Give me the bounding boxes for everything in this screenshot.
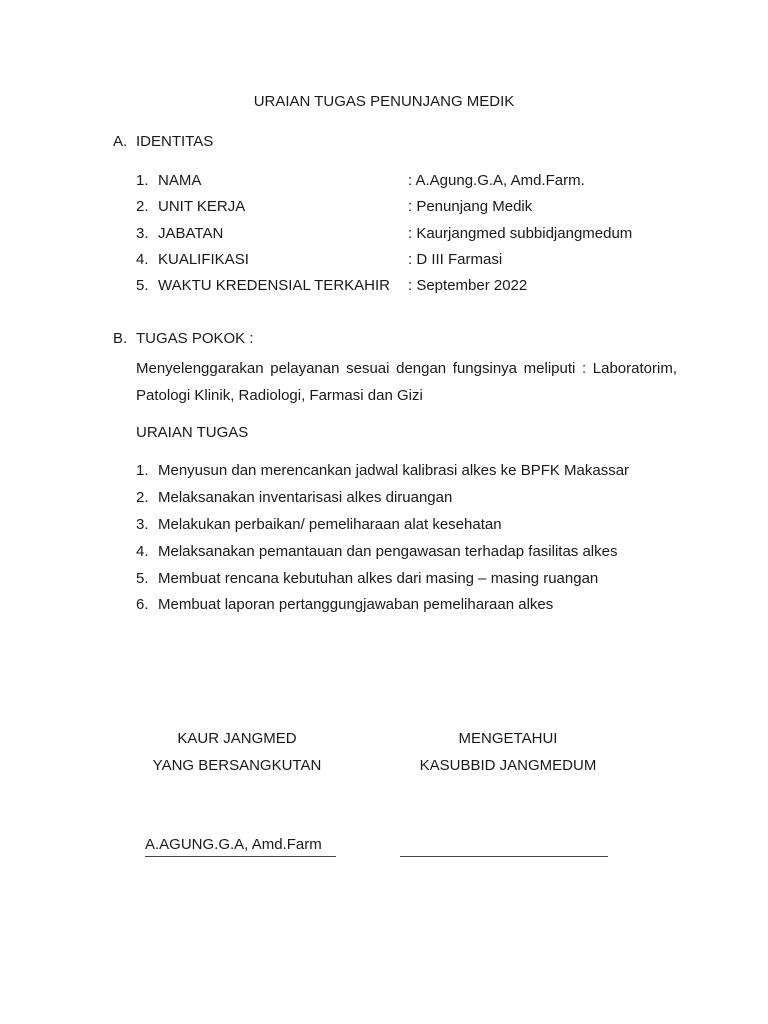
document-title: URAIAN TUGAS PENUNJANG MEDIK [253, 93, 515, 110]
signature-right-role: MENGETAHUI [458, 730, 558, 747]
identity-label: WAKTU KREDENSIAL TERKAHIR [158, 277, 390, 294]
identity-label: UNIT KERJA [158, 198, 246, 215]
signature-right-line [400, 856, 608, 857]
task-text: Membuat laporan pertanggungjawaban pemeliharaan alkes [158, 596, 554, 613]
main-duty-line-1: Menyelenggarakan pelayanan sesuai dengan fungsinya meliputi : Laboratorim, [136, 360, 677, 377]
task-text: Melaksanakan pemantauan dan pengawasan terhadap fasilitas alkes [158, 543, 618, 560]
signature-left-role: KAUR JANGMED [177, 730, 297, 747]
identity-value: : Kaurjangmed subbidjangmedum [408, 225, 633, 242]
tasks-subheading: URAIAN TUGAS [136, 424, 249, 441]
identity-value: : A.Agung.G.A, Amd.Farm. [408, 172, 585, 189]
task-number: 1. [136, 462, 149, 479]
task-number: 5. [136, 570, 149, 587]
identity-value: : September 2022 [408, 277, 528, 294]
identity-number: 2. [136, 198, 149, 215]
task-number: 4. [136, 543, 149, 560]
identity-value: : Penunjang Medik [408, 198, 533, 215]
signature-right-subtitle: KASUBBID JANGMEDUM [419, 757, 597, 774]
identity-number: 1. [136, 172, 149, 189]
identity-number: 4. [136, 251, 149, 268]
signature-left-name: A.AGUNG.G.A, Amd.Farm [145, 836, 322, 853]
task-number: 3. [136, 516, 149, 533]
section-b-title: TUGAS POKOK : [136, 330, 254, 347]
section-a-title: IDENTITAS [136, 133, 214, 150]
task-text: Menyusun dan merencankan jadwal kalibrasi alkes ke BPFK Makassar [158, 462, 630, 479]
identity-label: JABATAN [158, 225, 224, 242]
task-text: Melakukan perbaikan/ pemeliharaan alat kesehatan [158, 516, 502, 533]
identity-value: : D III Farmasi [408, 251, 503, 268]
identity-number: 3. [136, 225, 149, 242]
identity-number: 5. [136, 277, 149, 294]
main-duty-paragraph [136, 355, 677, 409]
section-a-letter: A. [113, 133, 128, 150]
signature-left-subtitle: YANG BERSANGKUTAN [152, 757, 322, 774]
task-text: Membuat rencana kebutuhan alkes dari masing – masing ruangan [158, 570, 599, 587]
section-b-letter: B. [113, 330, 128, 347]
task-number: 6. [136, 596, 149, 613]
task-number: 2. [136, 489, 149, 506]
main-duty-line-2: Patologi Klinik, Radiologi, Farmasi dan Gizi [136, 387, 423, 404]
task-text: Melaksanakan inventarisasi alkes diruangan [158, 489, 453, 506]
signature-left-line [145, 856, 336, 857]
identity-label: NAMA [158, 172, 202, 189]
identity-label: KUALIFIKASI [158, 251, 249, 268]
